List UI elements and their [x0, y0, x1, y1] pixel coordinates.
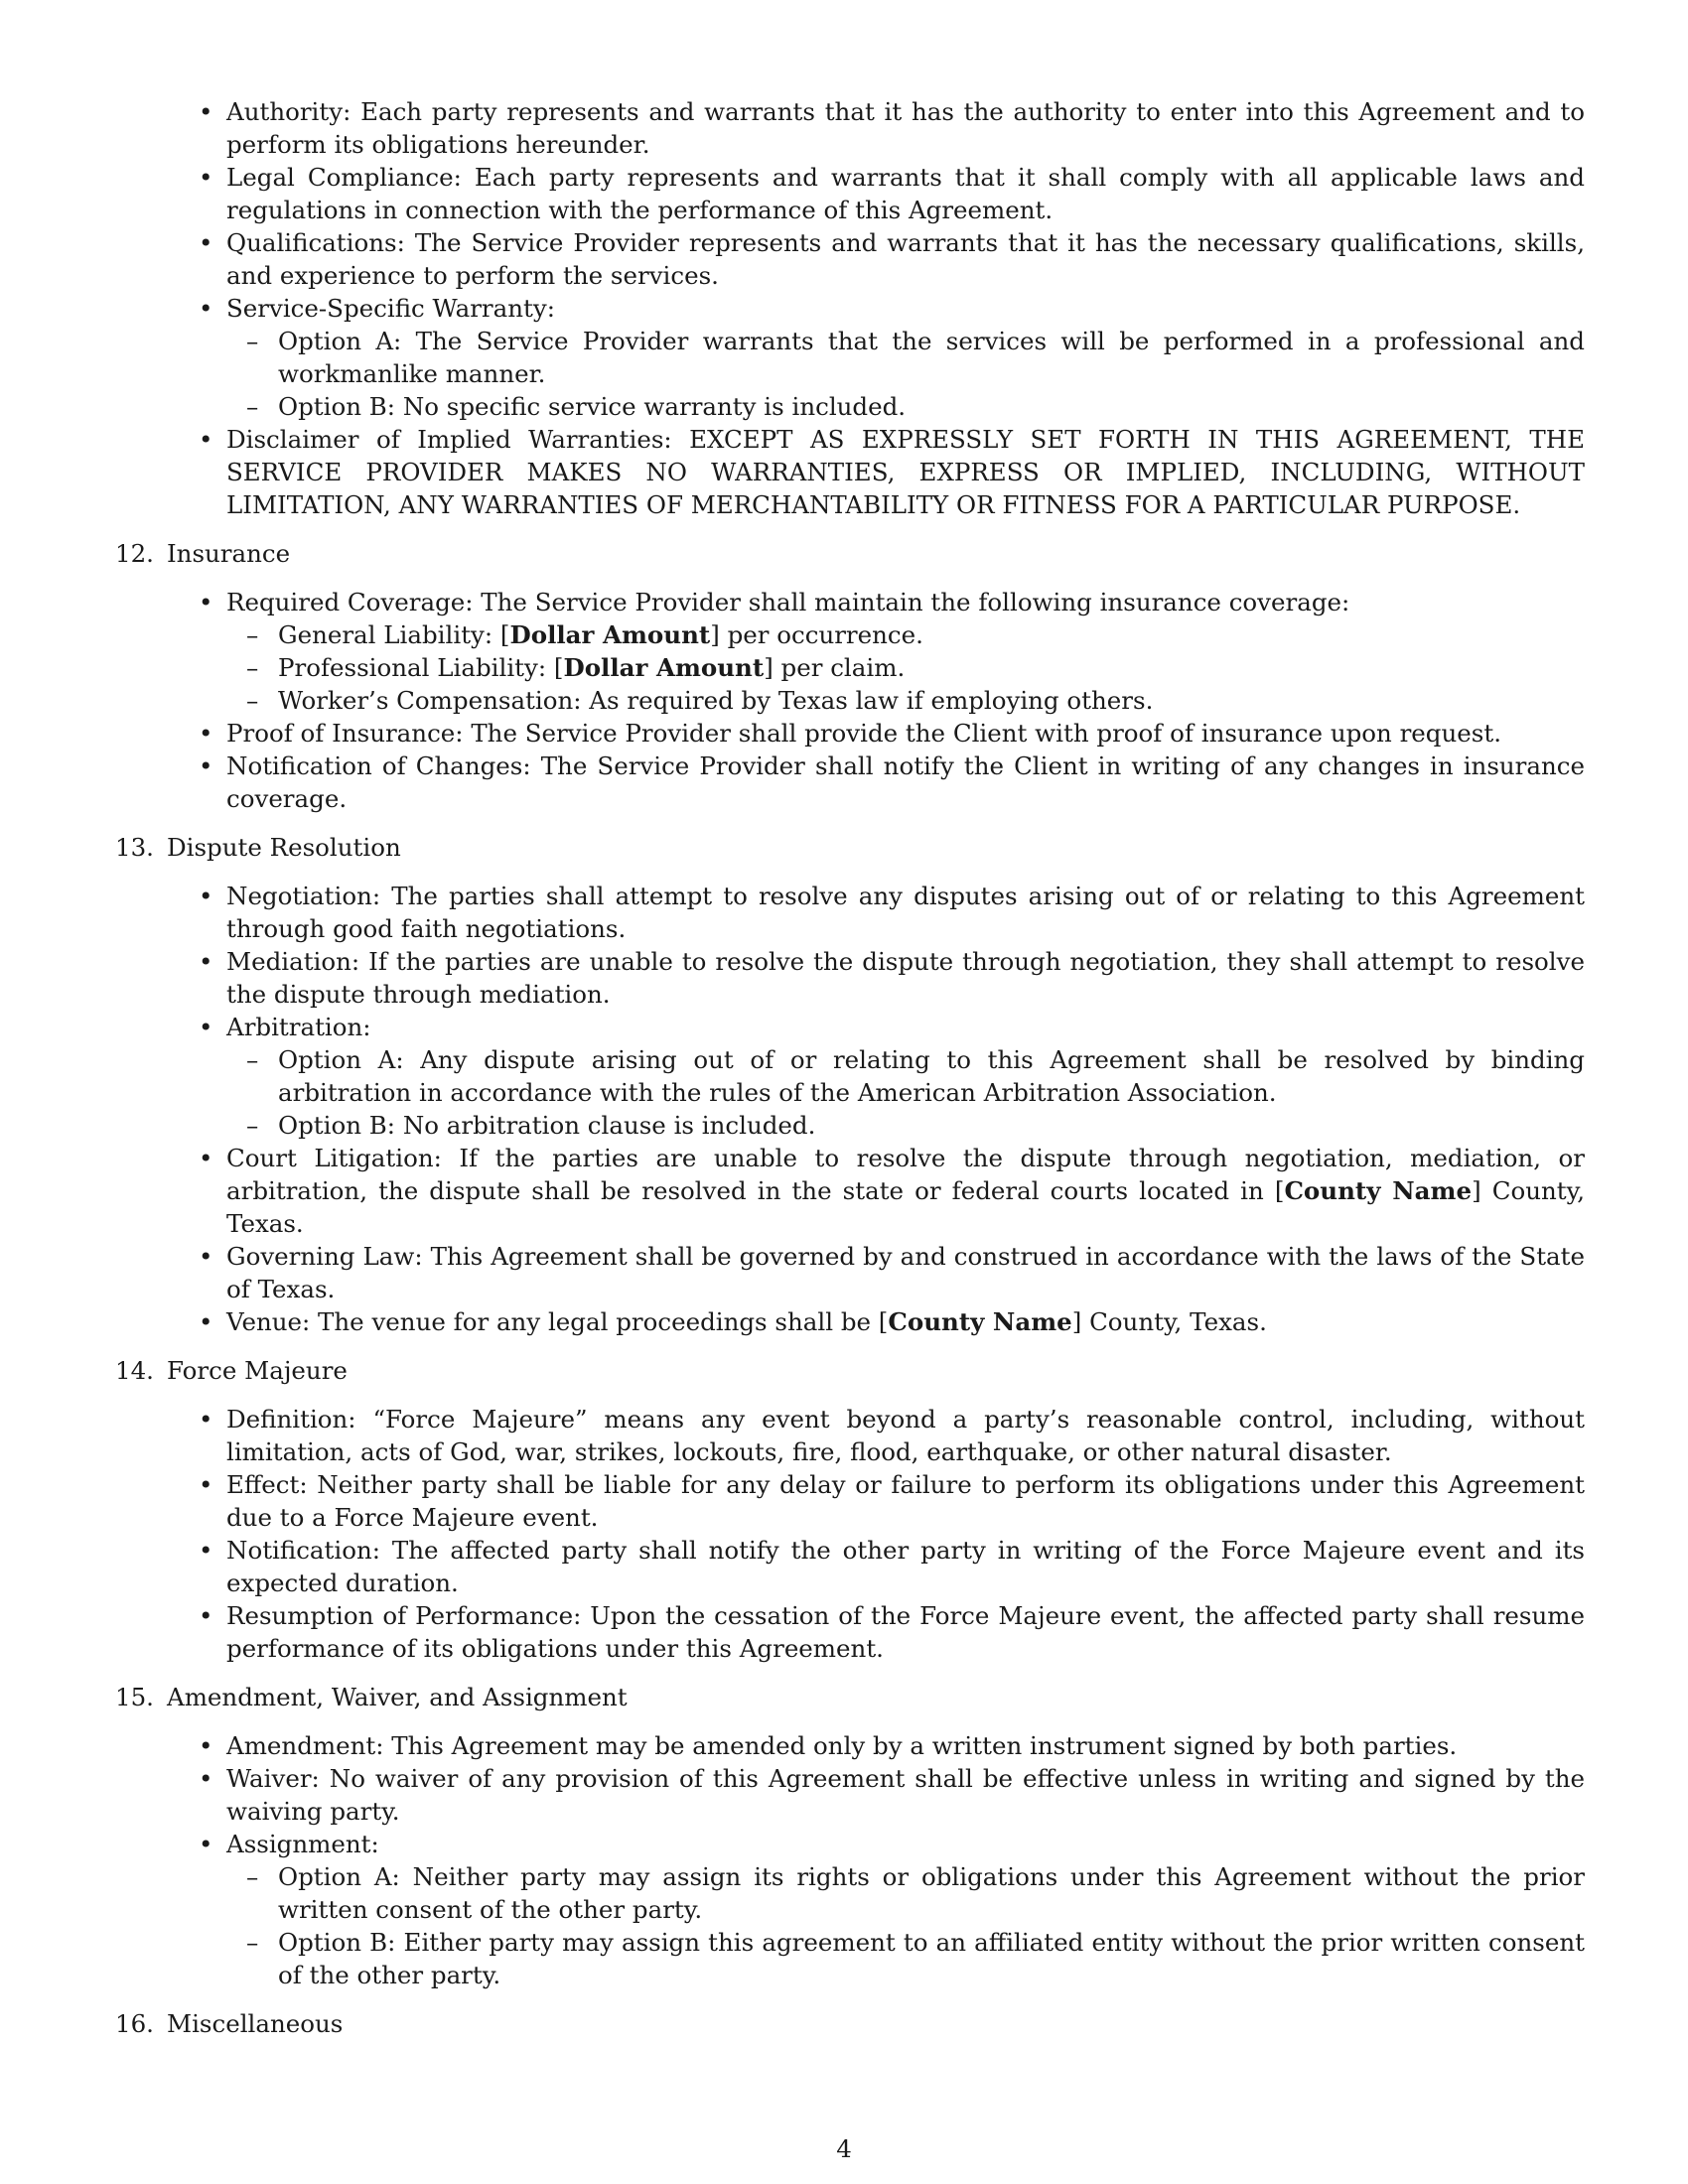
placeholder-dollar-amount: Dollar Amount [509, 620, 711, 649]
page-number: 4 [836, 2134, 852, 2163]
list-item-authority: • Authority: Each party represents and warrants that it has the authority to enter into this Agreement and to perform its obligations hereunder. [115, 95, 1585, 161]
section-heading-13 [115, 831, 1585, 864]
section-heading-12 [115, 537, 1585, 570]
list-item-definition: • Definition: “Force Majeure” means any event beyond a party’s reasonable control, including, without limitation, acts of God, war, strikes, lockouts, fire, flood, earthquake, or other natural disaster. [115, 1403, 1585, 1468]
list-item-resumption: • Resumption of Performance: Upon the cessation of the Force Majeure event, the affected party shall resume performance of its obligations under this Agreement. [115, 1599, 1585, 1665]
text-span: Professional Liability: [ [278, 653, 564, 682]
warranties-list [115, 95, 1585, 521]
list-item-governing-law: • Governing Law: This Agreement shall be governed by and construed in accordance with the laws of the State of Texas. [115, 1240, 1585, 1305]
list-item-disclaimer: • Disclaimer of Implied Warranties: EXCEPT AS EXPRESSLY SET FORTH IN THIS AGREEMENT, THE SERVICE PROVIDER MAKES NO WARRANTIES, EXPRESS OR IMPLIED, INCLUDING, WITHOUT LIMITATION, ANY WARRANTIES OF MERCHANTABILITY OR FITNESS FOR A PARTICULAR PURPOSE. [115, 423, 1585, 521]
text-span: ] per claim. [764, 653, 906, 682]
placeholder-dollar-amount: Dollar Amount [563, 653, 765, 682]
sub-item-arbitration-option-b: – Option B: No arbitration clause is included. [115, 1109, 1585, 1142]
sub-item-assignment-option-b: – Option B: Either party may assign this agreement to an affiliated entity without the prior written consent of the other party. [115, 1926, 1585, 1991]
list-item-notification-of-changes: • Notification of Changes: The Service Provider shall notify the Client in writing of any changes in insurance coverage. [115, 750, 1585, 815]
dispute-resolution-list [115, 880, 1585, 1338]
section-heading-15 [115, 1681, 1585, 1713]
sub-item-assignment-option-a: – Option A: Neither party may assign its rights or obligations under this Agreement without the prior written consent of the other party. [115, 1860, 1585, 1926]
list-item-mediation: • Mediation: If the parties are unable to resolve the dispute through negotiation, they shall attempt to resolve the dispute through mediation. [115, 945, 1585, 1011]
section-number: 16. [115, 2009, 154, 2038]
section-title: Amendment, Waiver, and Assignment [167, 1683, 628, 1711]
list-item-required-coverage: • Required Coverage: The Service Provider shall maintain the following insurance coverage: [115, 586, 1585, 618]
list-item-service-warranty: • Service-Specific Warranty: [115, 292, 1585, 325]
section-number: 12. [115, 539, 154, 568]
list-item-negotiation: • Negotiation: The parties shall attempt to resolve any disputes arising out of or relating to this Agreement through good faith negotiations. [115, 880, 1585, 945]
sub-item-workers-compensation: – Worker’s Compensation: As required by Texas law if employing others. [115, 684, 1585, 717]
list-item-court-litigation [115, 1142, 1585, 1240]
list-item-waiver: • Waiver: No waiver of any provision of this Agreement shall be effective unless in writing and signed by the waiving party. [115, 1762, 1585, 1828]
list-item-proof-of-insurance: • Proof of Insurance: The Service Provider shall provide the Client with proof of insurance upon request. [115, 717, 1585, 750]
sub-item-general-liability [115, 618, 1585, 651]
document-body [115, 95, 1585, 2056]
placeholder-county-name: County Name [1284, 1176, 1473, 1205]
section-title: Force Majeure [167, 1356, 348, 1385]
sub-item-service-option-a: – Option A: The Service Provider warrants that the services will be performed in a professional and workmanlike manner. [115, 325, 1585, 390]
text-span: ] per occurrence. [710, 620, 923, 649]
amendment-list [115, 1729, 1585, 1991]
text-span: General Liability: [ [278, 620, 510, 649]
list-item-assignment: • Assignment: [115, 1828, 1585, 1860]
list-item-legal-compliance: • Legal Compliance: Each party represents and warrants that it shall comply with all applicable laws and regulations in connection with the performance of this Agreement. [115, 161, 1585, 226]
section-heading-14 [115, 1354, 1585, 1387]
list-item-venue [115, 1305, 1585, 1338]
text-span: Court Litigation: If the parties are unable to resolve the dispute through negotiation, mediation, or arbitration, the dispute shall be resolved in the state or federal courts located in [ [226, 1144, 1585, 1205]
text-span: ] County, Texas. [226, 1176, 1585, 1238]
list-item-effect: • Effect: Neither party shall be liable for any delay or failure to perform its obligations under this Agreement due to a Force Majeure event. [115, 1468, 1585, 1534]
list-item-notification: • Notification: The affected party shall notify the other party in writing of the Force Majeure event and its expected duration. [115, 1534, 1585, 1599]
text-span: Venue: The venue for any legal proceedings shall be [ [226, 1307, 889, 1336]
section-title: Insurance [167, 539, 291, 568]
insurance-list [115, 586, 1585, 815]
section-title: Dispute Resolution [167, 833, 401, 862]
section-number: 13. [115, 833, 154, 862]
section-number: 15. [115, 1683, 154, 1711]
list-item-qualifications: • Qualifications: The Service Provider represents and warrants that it has the necessary qualifications, skills, and experience to perform the services. [115, 226, 1585, 292]
sub-item-professional-liability [115, 651, 1585, 684]
sub-item-service-option-b: – Option B: No specific service warranty is included. [115, 390, 1585, 423]
list-item-arbitration: • Arbitration: [115, 1011, 1585, 1043]
force-majeure-list [115, 1403, 1585, 1665]
placeholder-county-name: County Name [888, 1307, 1072, 1336]
section-heading-16 [115, 2007, 1585, 2040]
section-title: Miscellaneous [167, 2009, 344, 2038]
list-item-amendment: • Amendment: This Agreement may be amended only by a written instrument signed by both parties. [115, 1729, 1585, 1762]
sub-item-arbitration-option-a: – Option A: Any dispute arising out of or relating to this Agreement shall be resolved by binding arbitration in accordance with the rules of the American Arbitration Association. [115, 1043, 1585, 1109]
section-number: 14. [115, 1356, 154, 1385]
text-span: ] County, Texas. [1071, 1307, 1267, 1336]
